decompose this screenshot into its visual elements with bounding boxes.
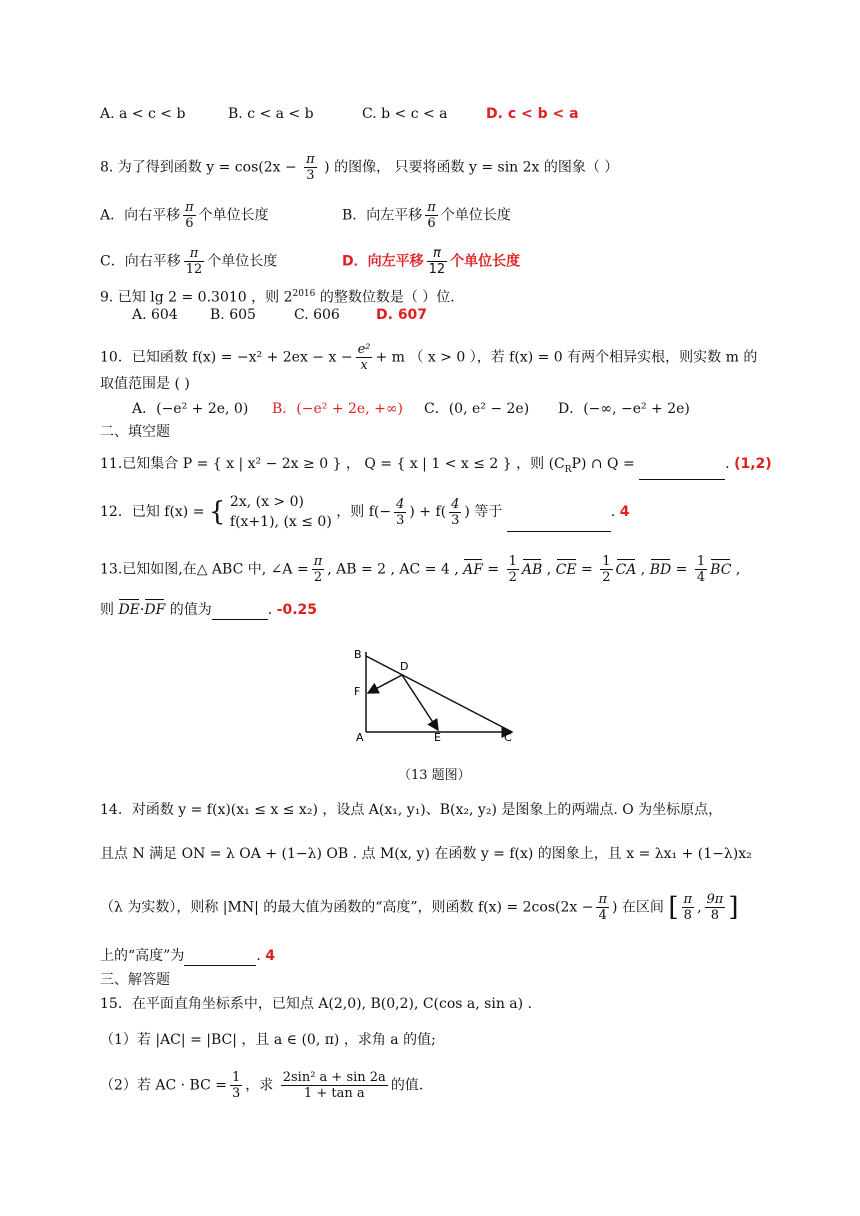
- vector-de: [402, 675, 438, 730]
- label-d: D: [400, 660, 409, 673]
- q13-triangle-figure: [350, 644, 522, 742]
- q14-stem-line4: 上的“高度”为 . 4: [100, 948, 275, 964]
- q13-blank[interactable]: [212, 603, 268, 620]
- q10-option-b-answer: B．(−e² + 2e, +∞): [272, 401, 403, 417]
- side-bc: [366, 656, 512, 732]
- q7-option-d-answer: D. c < b < a: [486, 106, 579, 122]
- q9-answer-letter: D. 607: [376, 307, 428, 323]
- q9-option-b: B. 605: [210, 307, 256, 323]
- q13-stem: 13.已知如图,在△ ABC 中, ∠A = $\frac{\pi}{2}$ , AB = 2 , AC = 4 , AF = $\frac{1}{2}$ AB , CE = $\frac{1}{2}$ CA , BD = $\frac{1}{4}$ BC ,: [100, 554, 741, 585]
- q14-stem-line2: 且点 N 满足 ON = λ OA + (1−λ) OB . 点 M(x, y) 在函数 y = f(x) 的图象上，且 x = λx₁ + (1−λ)x₂: [100, 846, 752, 862]
- q8-option-c: C．向右平移 $\frac{\pi}{12}$ 个单位长度: [100, 246, 278, 277]
- q11-stem: 11.已知集合 P = { x | x² − 2x ≥ 0 } ， Q = { x | 1 < x ≤ 2 } ，则 $(C_RP)$ ∩ Q = . (1,2): [100, 454, 772, 480]
- label-b: B: [354, 648, 362, 661]
- q8-option-a: A．向右平移 $\frac{\pi}{6}$ 个单位长度: [100, 200, 269, 231]
- q14-stem-line1: 14．对函数 y = f(x)(x₁ ≤ x ≤ x₂) ，设点 A(x₁, y₁)、B(x₂, y₂) 是图象上的两端点. O 为坐标原点，: [100, 802, 723, 818]
- q14-blank[interactable]: [184, 949, 256, 966]
- q12-stem: 12．已知 f(x) = { 2x, (x > 0) f(x+1), (x ≤ 0) ，则 f(− $\frac{4}{3}$ ) + f( $\frac{4}{3}$ ) 等于 . 4: [100, 494, 630, 530]
- q9-option-a: A. 604: [132, 307, 178, 323]
- q15-stem: 15．在平面直角坐标系中，已知点 A(2,0), B(0,2), C(cos a, sin a) .: [100, 996, 533, 1012]
- q7-option-b: B. c < a < b: [228, 106, 314, 122]
- q10-option-c: C．(0, e² − 2e): [424, 401, 530, 417]
- q11-blank[interactable]: [639, 463, 725, 480]
- q9-stem: 9. 已知 lg 2 = 0.3010 ，则 $2^{2016}$ 的整数位数是（ ）位.: [100, 289, 455, 306]
- section-answer-questions: 三、解答题: [100, 972, 170, 988]
- q15-part2: （2）若 AC · BC = $\frac{1}{3}$ ，求 $\frac{\text{2sin² a + sin 2a}}{\text{1 + tan a}}$ 的值.: [100, 1070, 424, 1101]
- q12-blank[interactable]: [507, 515, 611, 532]
- label-a: A: [356, 731, 364, 742]
- q8-stem: 8. 为了得到函数 y = cos(2x − $\frac{\pi}{3}$ ) 的图像， 只要将函数 y = sin 2x 的图象（ ）: [100, 152, 619, 183]
- q13-stem-line2: 则 DE·DF 的值为 . -0.25: [100, 602, 318, 618]
- q10-option-a: A．(−e² + 2e, 0): [132, 401, 249, 417]
- q9-option-c: C. 606: [294, 307, 340, 323]
- section-fill-blank: 二、填空题: [100, 424, 170, 440]
- q8-option-d-answer: D．向左平移 $\frac{\pi}{12}$ 个单位长度: [342, 246, 521, 277]
- label-c: C: [504, 731, 512, 742]
- label-f: F: [354, 685, 361, 698]
- vector-df: [368, 675, 402, 693]
- q10-stem-line2: 取值范围是 ( ): [100, 376, 190, 392]
- q7-option-a: A. a < c < b: [100, 106, 186, 122]
- q7-option-c: C. b < c < a: [362, 106, 448, 122]
- fraction: $\frac{\pi}{3}$: [306, 152, 315, 183]
- q10-stem: 10．已知函数 f(x) = −x² + 2ex − x − $\frac{\text{e²}}{x}$ + m （ x > 0 ），若 f(x) = 0 有两个相异实根，则实数 m 的: [100, 342, 758, 373]
- q14-stem-line3: （λ 为实数），则称 |MN| 的最大值为函数的“高度”，则函数 f(x) = 2cos(2x − $\frac{\pi}{4}$ ) 在区间 [ $\frac{\pi}{8}$ , $\frac{9\pi}{8}$ ]: [100, 892, 739, 923]
- q15-part1: （1）若 |AC| = |BC| ，且 a ∈ (0, π) ，求角 a 的值;: [100, 1032, 436, 1048]
- q8-option-b: B．向左平移 $\frac{\pi}{6}$ 个单位长度: [342, 200, 511, 231]
- q11-answer: (1,2): [734, 456, 772, 472]
- q10-option-d: D．(−∞, −e² + 2e): [558, 401, 690, 417]
- q14-answer: 4: [265, 948, 275, 964]
- label-e: E: [434, 731, 441, 742]
- figure-caption: （13 题图）: [398, 768, 471, 783]
- q12-answer: 4: [619, 504, 630, 520]
- q13-answer: -0.25: [276, 602, 318, 618]
